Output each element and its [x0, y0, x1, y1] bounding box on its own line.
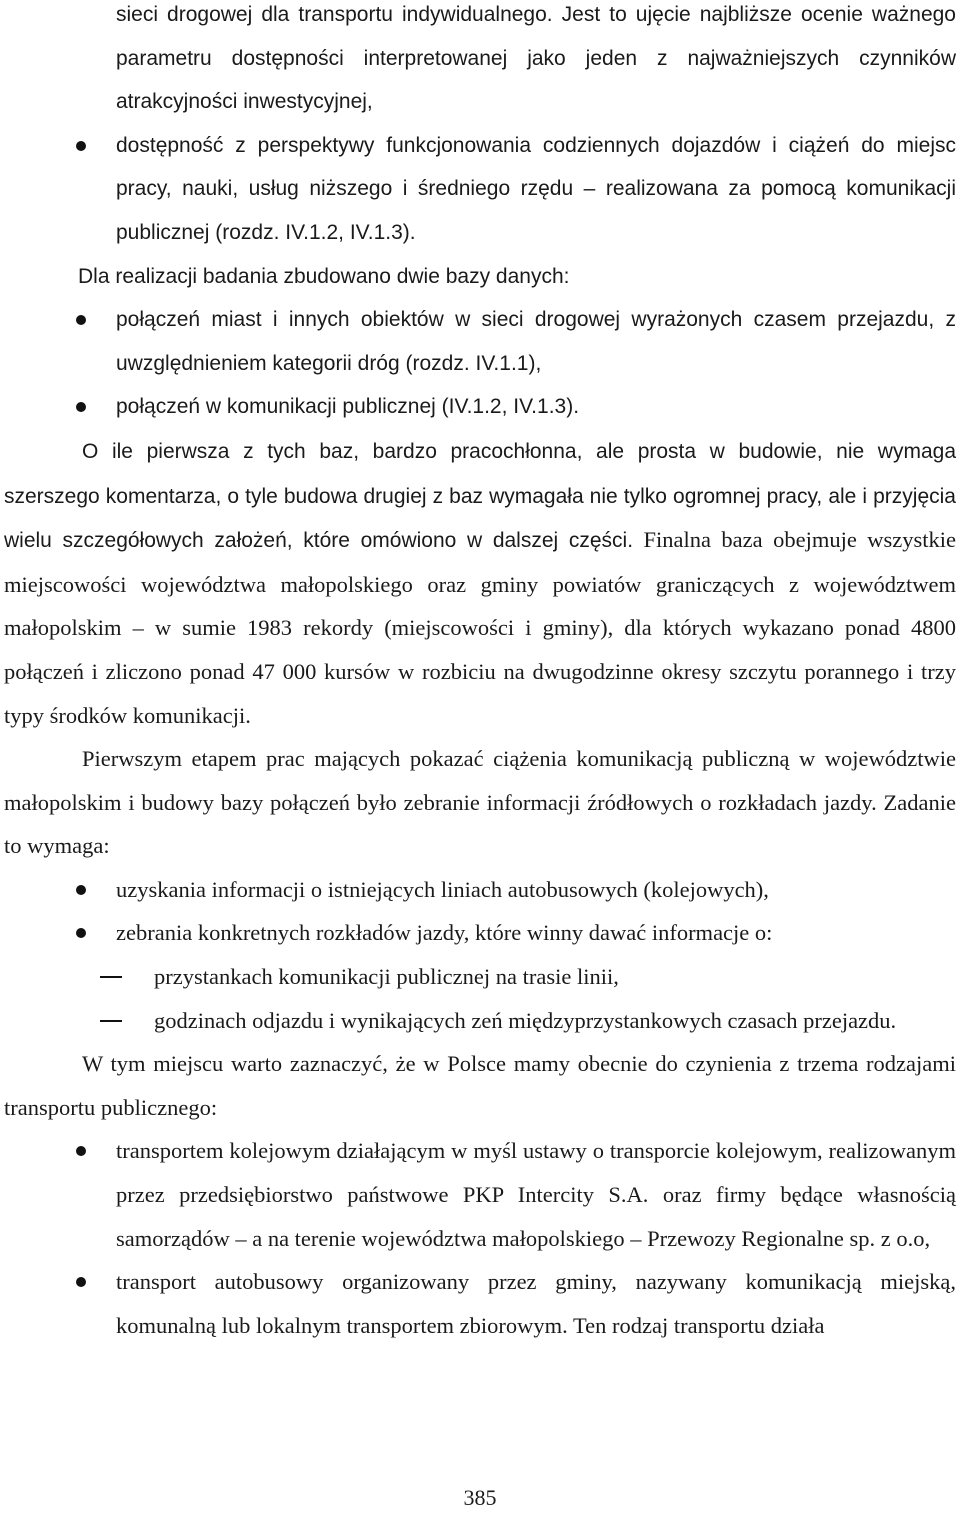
bullet-icon	[76, 315, 86, 325]
sub-list-item	[0, 999, 960, 1043]
bullet-icon	[76, 885, 86, 895]
sub-list-item-text: godzinach odjazdu i wynikających zeń międzyprzystankowych czasach przejazdu.	[154, 1007, 897, 1033]
list-item-text: zebrania konkretnych rozkładów jazdy, które winny dawać informacje o:	[116, 920, 773, 946]
text-line: sieci drogowej dla transportu indywidualnego. Jest to ujęcie najbliższe ocenie ważnego parametru dostępności interpretowanej jako jeden z najważniejszych czynników atrakcyjności inwestycyjnej,	[116, 3, 956, 114]
bullet-icon	[76, 1146, 86, 1156]
paragraph-text: W tym miejscu warto zaznaczyć, że w Polsce mamy obecnie do czynienia z trzema rodzajami transportu publicznego:	[4, 1051, 956, 1120]
sub-list-item	[0, 955, 960, 999]
bullet-icon	[76, 402, 86, 412]
text-serif-part: Finalna baza obejmuje wszystkie miejscowości województwa małopolskiego oraz gminy powiatów graniczących z województwem małopolskim – w sumie 1983 rekordy (miejscowości i gminy), dla których wykazano ponad 4800 połączeń i zliczono ponad 47 000 kursów w rozbiciu na dwugodzinne okresy szczytu porannego i trzy typy środków komunikacji.	[4, 527, 956, 728]
bullet-icon	[76, 928, 86, 938]
list-item-text: transport autobusowy organizowany przez gminy, nazywany komunikacją miejską, komunalną lub lokalnym transportem zbiorowym. Ten rodzaj transportu działa	[116, 1269, 956, 1338]
text-line: Dla realizacji badania zbudowano dwie bazy danych:	[78, 264, 570, 288]
list-item	[0, 124, 960, 255]
paragraph	[0, 255, 960, 299]
list-item	[0, 1260, 960, 1347]
list-item	[0, 868, 960, 912]
paragraph-text: Pierwszym etapem prac mających pokazać ciążenia komunikacją publiczną w województwie małopolskim i budowy bazy połączeń było zebranie informacji źródłowych o rozkładach jazdy. Zadanie to wymaga:	[4, 746, 956, 859]
list-item	[0, 385, 960, 429]
list-item-text: uzyskania informacji o istniejących liniach autobusowych (kolejowych),	[116, 876, 769, 902]
dash-icon	[100, 1020, 122, 1022]
list-item-text: transportem kolejowym działającym w myśl ustawy o transporcie kolejowym, realizowanym przez przedsiębiorstwo państwowe PKP Intercity S.A. oraz firmy będące własnością samorządów – a na terenie województwa małopolskiego – Przewozy Regionalne sp. z o.o,	[116, 1138, 956, 1251]
dash-icon	[100, 976, 122, 978]
list-item-text: połączeń miast i innych obiektów w sieci drogowej wyrażonych czasem przejazdu, z uwzględnieniem kategorii dróg (rozdz. IV.1.1),	[116, 308, 956, 375]
paragraph	[0, 737, 960, 868]
paragraph-text	[4, 429, 956, 737]
sub-list-item-text: przystankach komunikacji publicznej na trasie linii,	[154, 964, 619, 990]
bullet-icon	[76, 141, 86, 151]
list-item	[0, 1129, 960, 1260]
paragraph	[0, 1042, 960, 1129]
list-item-text: połączeń w komunikacji publicznej (IV.1.2, IV.1.3).	[116, 395, 580, 419]
paragraph-continuation	[0, 0, 960, 124]
list-item-text: dostępność z perspektywy funkcjonowania codziennych dojazdów i ciążeń do miejsc pracy, nauki, usług niższego i średniego rzędu – realizowana za pomocą komunikacji publicznej (rozdz. IV.1.2, IV.1.3).	[116, 133, 956, 244]
list-item	[0, 298, 960, 385]
page-number: 385	[463, 1485, 497, 1510]
list-item	[0, 911, 960, 955]
paragraph	[0, 429, 960, 737]
bullet-icon	[76, 1277, 86, 1287]
text-sans-part: O ile pierwsza z tych baz, bardzo pracochłonna, ale prosta w budowie, nie wymaga szerszego komentarza, o tyle budowa drugiej z baz wymagała nie tylko ogromnej pracy, ale i przyjęcia wielu szczegółowych założeń, które omówiono w dalszej części.	[4, 439, 956, 553]
